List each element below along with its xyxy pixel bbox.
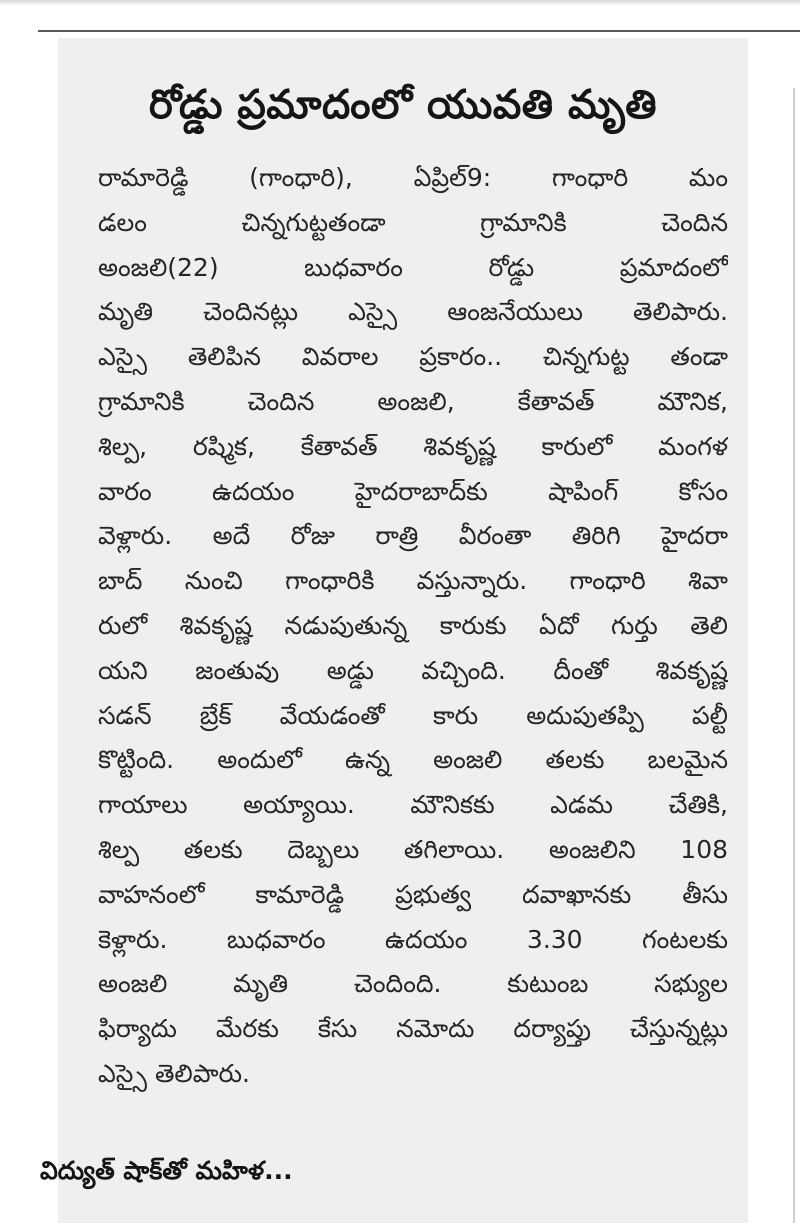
next-article-heading: విద్యుత్ షాక్‌తో మహిళ... bbox=[40, 1156, 293, 1185]
page-divider-line bbox=[38, 30, 800, 32]
article-line: గాయాలు అయ్యాయి. మౌనికకు ఎడమ చేతికి, bbox=[98, 790, 728, 820]
article-line: మృతి చెందినట్లు ఎస్సై ఆంజనేయులు తెలిపారు. bbox=[98, 297, 728, 327]
article-line: సడన్ బ్రేక్ వేయడంతో కారు అదుపుతప్పి పల్టీ bbox=[98, 700, 728, 730]
article-line: కొట్టింది. అందులో ఉన్న అంజలి తలకు బలమైన bbox=[98, 745, 728, 775]
article-line: యని జంతువు అడ్డు వచ్చింది. దీంతో శివకృష్ణ bbox=[98, 655, 728, 685]
article-line: రామారెడ్డి (గాంధారి), ఏప్రిల్9: గాంధారి మం bbox=[98, 163, 728, 192]
article-headline: రోడ్డు ప్రమాదంలో యువతి మృతి bbox=[148, 82, 658, 128]
article-line: గ్రామానికి చెందిన అంజలి, కేతావత్ మౌనిక, bbox=[98, 386, 728, 416]
article-line: అంజలి(22) బుధవారం రోడ్డు ప్రమాదంలో bbox=[98, 252, 728, 282]
article-line: రులో శివకృష్ణ నడుపుతున్న కారుకు ఏదో గుర్తు తెలి bbox=[98, 610, 728, 640]
article-line: వారం ఉదయం హైదరాబాద్‌కు షాపింగ్ కోసం bbox=[98, 476, 728, 506]
article-line: డలం చిన్నగుట్టతండా గ్రామానికి చెందిన bbox=[98, 207, 728, 237]
column-divider-line bbox=[793, 88, 795, 1223]
article-line: అంజలి మృతి చెందింది. కుటుంబ సభ్యుల bbox=[98, 969, 728, 999]
article-line: శిల్ప, రష్మిక, కేతావత్ శివకృష్ణ కారులో మంగళ bbox=[98, 431, 728, 461]
article-line: శిల్ప తలకు దెబ్బలు తగిలాయి. అంజలిని 108 bbox=[98, 834, 728, 864]
article-body bbox=[98, 156, 728, 1097]
news-clipping bbox=[58, 38, 748, 1223]
article-line: ఎస్సై తెలిపిన వివరాల ప్రకారం.. చిన్నగుట్ట తండా bbox=[98, 342, 728, 372]
article-line: ఫిర్యాదు మేరకు కేసు నమోదు దర్యాప్తు చేస్తున్నట్లు bbox=[98, 1014, 728, 1044]
article-line: ఎస్సై తెలిపారు. bbox=[98, 1058, 250, 1088]
article-line: కెళ్లారు. బుధవారం ఉదయం 3.30 గంటలకు bbox=[98, 924, 728, 954]
article-line: వెళ్లారు. అదే రోజు రాత్రి వీరంతా తిరిగి హైదరా bbox=[98, 521, 728, 551]
article-line: వాహనంలో కామారెడ్డి ప్రభుత్వ దవాఖానకు తీసు bbox=[98, 879, 728, 909]
top-edge-shadow bbox=[0, 0, 800, 6]
article-line: బాద్ నుంచి గాంధారికి వస్తున్నారు. గాంధారి శివా bbox=[98, 566, 728, 596]
